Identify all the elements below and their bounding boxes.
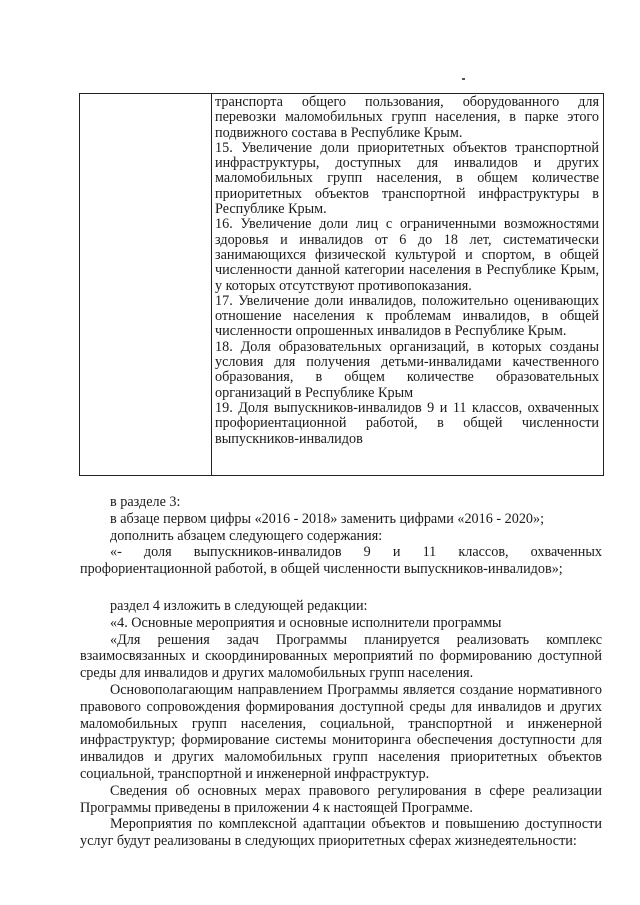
table-line-indicator-18: 18. Доля образовательных организаций, в которых созданы условия для получения детьми-инвалидами качественного образования, в общем количестве образовательных организаций в Республике Крым bbox=[215, 338, 599, 401]
scan-mark bbox=[462, 78, 465, 80]
table-indicators-cell bbox=[215, 95, 599, 447]
paragraph-replace-years: в абзаце первом цифры «2016 - 2018» заменить цифрами «2016 - 2020»; bbox=[110, 510, 545, 527]
paragraph-program-tasks: «Для решения задач Программы планируется реализовать комплекс взаимосвязанных и скоординированных мероприятий по формированию доступной среды для инвалидов и других маломобильных групп населения. bbox=[80, 631, 602, 682]
section-4-heading: «4. Основные мероприятия и основные исполнители программы bbox=[110, 614, 502, 631]
paragraph-main-direction: Основополагающим направлением Программы является создание нормативного правового сопровождения формирования доступной среды для инвалидов и других маломобильных групп населения, социальной, транспортной и инженерной инфраструктур; формирование системы мониторинга обеспечения доступности для инвалидов и других маломобильных групп населения приоритетных объектов социальной, транспортной и инженерной инфраструктур. bbox=[80, 681, 602, 782]
paragraph-adaptation-measures: Мероприятия по комплексной адаптации объектов и повышению доступности услуг будут реализованы в следующих приоритетных сферах жизнедеятельности: bbox=[80, 816, 602, 850]
table-column-divider bbox=[211, 93, 212, 476]
document-body bbox=[80, 494, 602, 850]
paragraph-add-clause: дополнить абзацем следующего содержания: bbox=[110, 527, 383, 544]
paragraph-gap bbox=[80, 578, 602, 598]
paragraph-legal-regulation: Сведения об основных мерах правового регулирования в сфере реализации Программы приведены в приложении 4 к настоящей Программе. bbox=[80, 782, 602, 816]
table-line-continuation: транспорта общего пользования, оборудованного для перевозки маломобильных групп населения, в парке этого подвижного состава в Республике Крым. bbox=[215, 94, 599, 141]
table-line-indicator-16: 16. Увеличение доли лиц с ограниченными возможностями здоровья и инвалидов от 6 до 18 лет, систематически занимающихся физической культурой и спортом, в общей численности данной категории населения в Республике Крым, у которых отсутствуют противопоказания. bbox=[215, 216, 599, 294]
paragraph-section-3: в разделе 3: bbox=[110, 494, 181, 510]
table-line-indicator-15: 15. Увеличение доли приоритетных объектов транспортной инфраструктуры, доступных для инвалидов и других маломобильных групп населения, в общем количестве приоритетных объектов транспортной инфраструктуры в Республике Крым. bbox=[215, 139, 599, 218]
paragraph-new-clause: «- доля выпускников-инвалидов 9 и 11 классов, охваченных профориентационной работой, в общей численности выпускников-инвалидов»; bbox=[80, 544, 602, 578]
table-line-indicator-19: 19. Доля выпускников-инвалидов 9 и 11 классов, охваченных профориентационной работой, в общей численности выпускников-инвалидов bbox=[215, 399, 599, 447]
paragraph-section-4: раздел 4 изложить в следующей редакции: bbox=[110, 597, 368, 614]
table-line-indicator-17: 17. Увеличение доли инвалидов, положительно оценивающих отношение населения к проблемам инвалидов, в общей численности опрошенных инвалидов в Республике Крым. bbox=[215, 292, 599, 340]
